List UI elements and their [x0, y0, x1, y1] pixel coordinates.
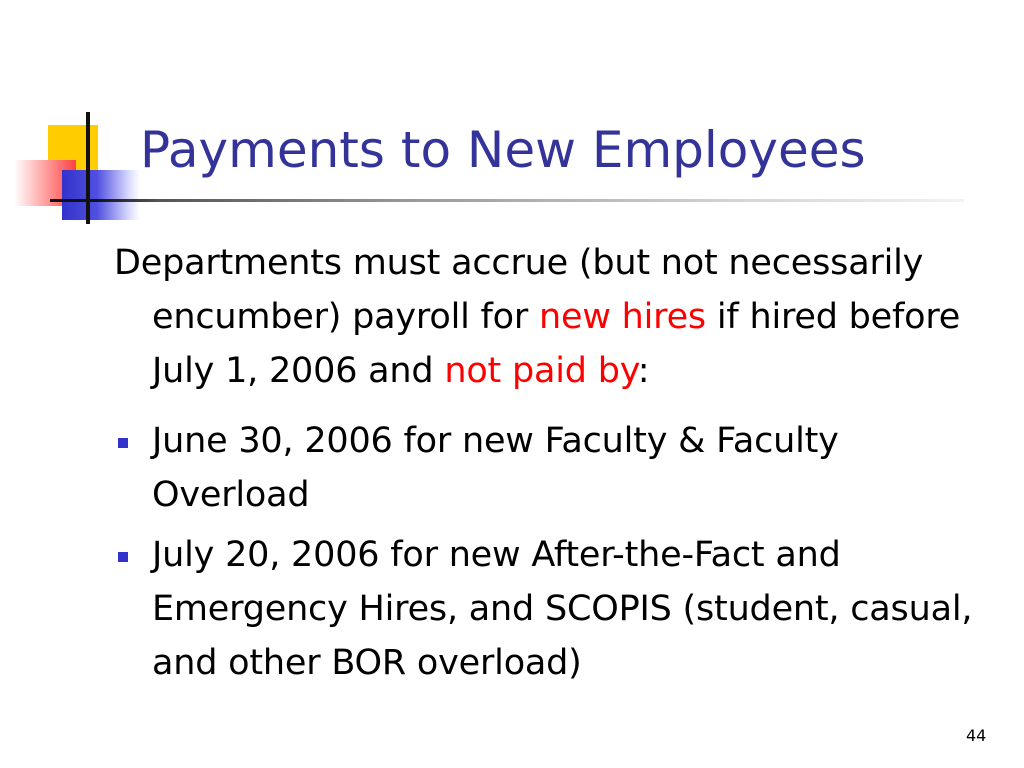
intro-highlight-not-paid-by: not paid by — [444, 351, 638, 391]
intro-text-part1: Departments must accrue (but not necessarily encumber) payroll for — [114, 243, 924, 337]
title-decoration — [0, 0, 140, 230]
page-number: 44 — [966, 726, 987, 745]
intro-text-part2: if hired before July 1, 2006 and — [152, 297, 961, 391]
bullet-text: July 20, 2006 for new After-the-Fact and Emergency Hires, and SCOPIS (student, casual, and other BOR overload) — [152, 535, 973, 683]
bullet-list — [114, 414, 994, 690]
square-bullet-icon — [118, 438, 128, 448]
slide-body — [114, 236, 994, 696]
blue-square-decoration — [62, 170, 140, 220]
list-item — [114, 414, 994, 522]
intro-highlight-new-hires: new hires — [539, 297, 706, 337]
intro-text-part3: : — [637, 351, 650, 391]
slide-title: Payments to New Employees — [140, 121, 866, 179]
title-underline-rule — [50, 199, 964, 202]
square-bullet-icon — [118, 552, 128, 562]
intro-paragraph — [114, 236, 994, 398]
list-item — [114, 528, 994, 690]
bullet-text: June 30, 2006 for new Faculty & Faculty Overload — [152, 421, 839, 515]
vertical-rule — [86, 112, 90, 224]
